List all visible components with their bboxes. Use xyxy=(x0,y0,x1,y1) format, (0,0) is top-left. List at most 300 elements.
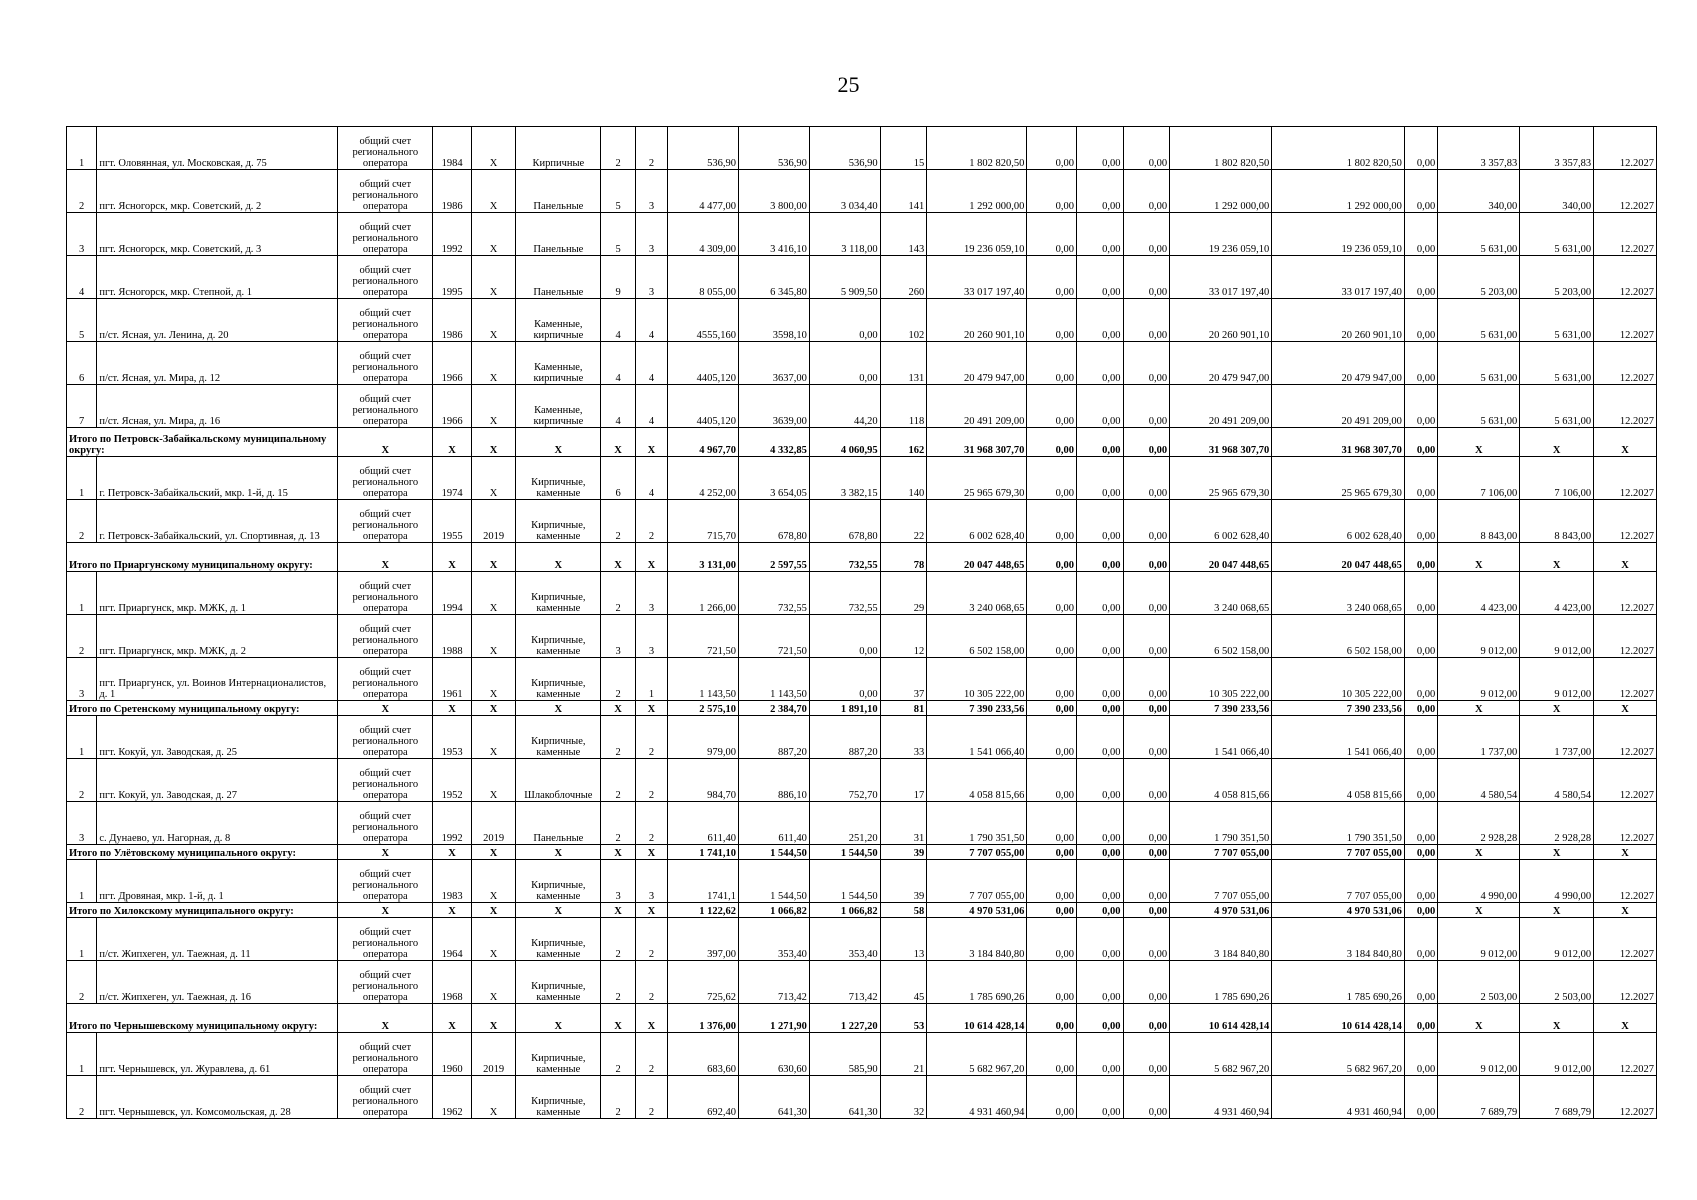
subtotal-cell: 0,00 xyxy=(1123,845,1170,860)
table-cell: Кирпичные, каменные xyxy=(516,572,601,615)
table-cell: 0,00 xyxy=(1404,716,1437,759)
table-row xyxy=(67,918,1657,961)
subtotal-cell: 1 227,20 xyxy=(809,1004,880,1033)
table-cell: 1995 xyxy=(433,256,471,299)
table-cell: 1 802 820,50 xyxy=(927,127,1027,170)
subtotal-cell: X xyxy=(516,845,601,860)
table-cell: 7 707 055,00 xyxy=(1170,860,1272,903)
table-cell: 2 928,28 xyxy=(1438,802,1520,845)
table-cell: Панельные xyxy=(516,213,601,256)
table-cell: 6 502 158,00 xyxy=(1170,615,1272,658)
table-cell: 1 292 000,00 xyxy=(927,170,1027,213)
table-cell: 2 xyxy=(601,1076,635,1119)
subtotal-cell: X xyxy=(1594,845,1657,860)
table-cell: 7 106,00 xyxy=(1438,457,1520,500)
subtotal-cell: X xyxy=(338,845,433,860)
table-cell: 721,50 xyxy=(738,615,809,658)
table-cell: Кирпичные, каменные xyxy=(516,658,601,701)
table-cell: 4555,160 xyxy=(668,299,739,342)
table-cell: 5 631,00 xyxy=(1520,213,1594,256)
table-cell: Кирпичные, каменные xyxy=(516,1076,601,1119)
table-cell: 7 106,00 xyxy=(1520,457,1594,500)
table-cell: 12.2027 xyxy=(1594,802,1657,845)
table-cell: 0,00 xyxy=(1027,802,1077,845)
table-cell: общий счет регионального оператора xyxy=(338,961,433,1004)
table-cell: 2019 xyxy=(471,500,516,543)
table-cell: 0,00 xyxy=(1076,802,1123,845)
subtotal-cell: X xyxy=(1438,543,1520,572)
table-cell: 0,00 xyxy=(1076,1076,1123,1119)
row-number: 3 xyxy=(67,802,97,845)
table-row xyxy=(67,1033,1657,1076)
table-cell: 4 058 815,66 xyxy=(1170,759,1272,802)
table-cell: 1741,1 xyxy=(668,860,739,903)
subtotal-cell: 78 xyxy=(880,543,927,572)
table-cell: 0,00 xyxy=(1076,213,1123,256)
table-cell: 20 260 901,10 xyxy=(1170,299,1272,342)
table-cell: 5 682 967,20 xyxy=(1272,1033,1405,1076)
table-cell: 12.2027 xyxy=(1594,918,1657,961)
table-cell: 2 xyxy=(601,802,635,845)
subtotal-cell: X xyxy=(471,1004,516,1033)
subtotal-label: Итого по Приаргунскому муниципальному округу: xyxy=(67,543,338,572)
subtotal-cell: X xyxy=(1520,543,1594,572)
subtotal-cell: 58 xyxy=(880,903,927,918)
subtotal-cell: X xyxy=(601,543,635,572)
table-cell: 713,42 xyxy=(738,961,809,1004)
table-cell: X xyxy=(471,716,516,759)
table-cell: 0,00 xyxy=(1027,170,1077,213)
subtotal-cell: 0,00 xyxy=(1404,543,1437,572)
table-cell: 4405,120 xyxy=(668,342,739,385)
table-cell: 2 xyxy=(635,1033,667,1076)
subtotal-label: Итого по Чернышевскому муниципальному округу: xyxy=(67,1004,338,1033)
table-cell: 0,00 xyxy=(1404,759,1437,802)
table-cell: Каменные, кирпичные xyxy=(516,342,601,385)
table-cell: 6 002 628,40 xyxy=(1272,500,1405,543)
table-cell: 0,00 xyxy=(1027,918,1077,961)
subtotal-cell: 7 707 055,00 xyxy=(1170,845,1272,860)
table-row xyxy=(67,457,1657,500)
table-cell: 2 xyxy=(635,127,667,170)
table-cell: 29 xyxy=(880,572,927,615)
subtotal-label: Итого по Сретенскому муниципальному округу: xyxy=(67,701,338,716)
table-cell: 4 931 460,94 xyxy=(1170,1076,1272,1119)
table-cell: 0,00 xyxy=(1404,213,1437,256)
table-cell: 7 707 055,00 xyxy=(1272,860,1405,903)
address-cell: пгт. Кокуй, ул. Заводская, д. 27 xyxy=(97,759,338,802)
table-cell: 3 184 840,80 xyxy=(927,918,1027,961)
table-cell: 0,00 xyxy=(809,615,880,658)
subtotal-cell: 10 614 428,14 xyxy=(927,1004,1027,1033)
subtotal-cell: 1 122,62 xyxy=(668,903,739,918)
table-cell: 1962 xyxy=(433,1076,471,1119)
table-cell: 0,00 xyxy=(1123,385,1170,428)
table-cell: 45 xyxy=(880,961,927,1004)
table-cell: 12.2027 xyxy=(1594,860,1657,903)
subtotal-cell: 0,00 xyxy=(1123,428,1170,457)
subtotal-cell: X xyxy=(516,428,601,457)
address-cell: пгт. Ясногорск, мкр. Степной, д. 1 xyxy=(97,256,338,299)
table-cell: общий счет регионального оператора xyxy=(338,1033,433,1076)
table-cell: 3 034,40 xyxy=(809,170,880,213)
subtotal-cell: 0,00 xyxy=(1027,543,1077,572)
table-cell: 683,60 xyxy=(668,1033,739,1076)
subtotal-cell: X xyxy=(1438,428,1520,457)
table-row xyxy=(67,170,1657,213)
subtotal-cell: X xyxy=(471,543,516,572)
table-cell: 12.2027 xyxy=(1594,213,1657,256)
table-cell: Каменные, кирпичные xyxy=(516,299,601,342)
table-cell: 5 203,00 xyxy=(1520,256,1594,299)
table-cell: 887,20 xyxy=(809,716,880,759)
subtotal-cell: X xyxy=(433,1004,471,1033)
table-cell: 20 479 947,00 xyxy=(1272,342,1405,385)
table-cell: 4 477,00 xyxy=(668,170,739,213)
table-cell: 12.2027 xyxy=(1594,500,1657,543)
table-cell: 141 xyxy=(880,170,927,213)
table-cell: 641,30 xyxy=(809,1076,880,1119)
subtotal-cell: 10 614 428,14 xyxy=(1170,1004,1272,1033)
table-cell: 5 xyxy=(601,213,635,256)
table-cell: 3 xyxy=(635,615,667,658)
table-cell: 25 965 679,30 xyxy=(927,457,1027,500)
table-cell: 20 260 901,10 xyxy=(1272,299,1405,342)
table-cell: 4 xyxy=(635,385,667,428)
subtotal-row xyxy=(67,845,1657,860)
table-cell: общий счет регионального оператора xyxy=(338,802,433,845)
subtotal-cell: 732,55 xyxy=(809,543,880,572)
table-cell: общий счет регионального оператора xyxy=(338,572,433,615)
table-cell: 9 012,00 xyxy=(1438,658,1520,701)
table-cell: 715,70 xyxy=(668,500,739,543)
table-row xyxy=(67,716,1657,759)
table-cell: 12.2027 xyxy=(1594,615,1657,658)
table-cell: 4 xyxy=(635,457,667,500)
table-cell: 25 965 679,30 xyxy=(1170,457,1272,500)
table-cell: 0,00 xyxy=(1404,170,1437,213)
subtotal-cell: X xyxy=(471,903,516,918)
table-cell: 0,00 xyxy=(1076,658,1123,701)
table-cell: X xyxy=(471,299,516,342)
table-cell: 0,00 xyxy=(1123,500,1170,543)
table-cell: общий счет регионального оператора xyxy=(338,299,433,342)
table-cell: 3 xyxy=(635,572,667,615)
table-cell: 102 xyxy=(880,299,927,342)
subtotal-cell: X xyxy=(1594,428,1657,457)
table-cell: 0,00 xyxy=(1404,299,1437,342)
table-cell: общий счет регионального оператора xyxy=(338,256,433,299)
table-cell: 6 002 628,40 xyxy=(927,500,1027,543)
address-cell: пгт. Оловянная, ул. Московская, д. 75 xyxy=(97,127,338,170)
table-cell: 2 503,00 xyxy=(1438,961,1520,1004)
table-cell: 0,00 xyxy=(1076,716,1123,759)
table-cell: 0,00 xyxy=(1123,299,1170,342)
subtotal-cell: 0,00 xyxy=(1027,428,1077,457)
address-cell: п/ст. Ясная, ул. Ленина, д. 20 xyxy=(97,299,338,342)
table-cell: 10 305 222,00 xyxy=(1170,658,1272,701)
table-cell: 5 631,00 xyxy=(1438,385,1520,428)
table-cell: Кирпичные, каменные xyxy=(516,500,601,543)
table-cell: 3 800,00 xyxy=(738,170,809,213)
table-cell: X xyxy=(471,961,516,1004)
subtotal-cell: 1 741,10 xyxy=(668,845,739,860)
table-cell: 2 xyxy=(601,572,635,615)
table-cell: 1986 xyxy=(433,299,471,342)
table-cell: Каменные, кирпичные xyxy=(516,385,601,428)
address-cell: пгт. Приаргунск, ул. Воинов Интернационалистов, д. 1 xyxy=(97,658,338,701)
table-cell: 3 xyxy=(635,860,667,903)
table-cell: 33 017 197,40 xyxy=(927,256,1027,299)
table-cell: 0,00 xyxy=(1076,127,1123,170)
subtotal-cell: 1 066,82 xyxy=(738,903,809,918)
subtotal-cell: X xyxy=(1594,1004,1657,1033)
table-cell: Кирпичные, каменные xyxy=(516,457,601,500)
table-cell: 8 843,00 xyxy=(1438,500,1520,543)
table-cell: X xyxy=(471,127,516,170)
subtotal-cell: X xyxy=(1438,1004,1520,1033)
table-cell: 0,00 xyxy=(1027,500,1077,543)
table-cell: 5 631,00 xyxy=(1520,385,1594,428)
table-cell: 8 055,00 xyxy=(668,256,739,299)
address-cell: г. Петровск-Забайкальский, мкр. 1-й, д. 15 xyxy=(97,457,338,500)
table-cell: 0,00 xyxy=(1076,500,1123,543)
row-number: 3 xyxy=(67,213,97,256)
subtotal-cell: 2 597,55 xyxy=(738,543,809,572)
table-cell: 611,40 xyxy=(668,802,739,845)
table-cell: общий счет регионального оператора xyxy=(338,759,433,802)
table-cell: 2 xyxy=(635,918,667,961)
table-cell: 0,00 xyxy=(1404,385,1437,428)
table-cell: 12.2027 xyxy=(1594,299,1657,342)
table-cell: 2 xyxy=(601,500,635,543)
subtotal-cell: 7 390 233,56 xyxy=(1272,701,1405,716)
table-cell: 15 xyxy=(880,127,927,170)
table-cell: 3598,10 xyxy=(738,299,809,342)
table-cell: 12.2027 xyxy=(1594,572,1657,615)
subtotal-cell: X xyxy=(1594,543,1657,572)
table-cell: 340,00 xyxy=(1438,170,1520,213)
subtotal-cell: 0,00 xyxy=(1076,543,1123,572)
subtotal-cell: 3 131,00 xyxy=(668,543,739,572)
row-number: 2 xyxy=(67,961,97,1004)
table-cell: X xyxy=(471,860,516,903)
table-cell: Панельные xyxy=(516,170,601,213)
subtotal-cell: X xyxy=(601,903,635,918)
table-cell: 984,70 xyxy=(668,759,739,802)
table-cell: Панельные xyxy=(516,802,601,845)
subtotal-cell: 7 390 233,56 xyxy=(927,701,1027,716)
table-cell: 19 236 059,10 xyxy=(1170,213,1272,256)
table-cell: 2 503,00 xyxy=(1520,961,1594,1004)
table-cell: X xyxy=(471,615,516,658)
subtotal-cell: X xyxy=(1520,428,1594,457)
table-cell: 9 012,00 xyxy=(1520,1033,1594,1076)
table-cell: 2 xyxy=(635,1076,667,1119)
table-cell: 0,00 xyxy=(1404,500,1437,543)
table-cell: 2019 xyxy=(471,802,516,845)
table-cell: 0,00 xyxy=(1076,342,1123,385)
address-cell: п/ст. Жипхеген, ул. Таежная, д. 11 xyxy=(97,918,338,961)
subtotal-cell: X xyxy=(516,543,601,572)
table-cell: X xyxy=(471,572,516,615)
table-cell: 13 xyxy=(880,918,927,961)
table-cell: 0,00 xyxy=(1076,860,1123,903)
table-cell: 4 931 460,94 xyxy=(1272,1076,1405,1119)
table-cell: 732,55 xyxy=(809,572,880,615)
table-cell: 0,00 xyxy=(1123,658,1170,701)
table-cell: 0,00 xyxy=(1404,572,1437,615)
row-number: 2 xyxy=(67,1076,97,1119)
table-cell: 721,50 xyxy=(668,615,739,658)
table-cell: 3 357,83 xyxy=(1438,127,1520,170)
table-cell: 0,00 xyxy=(1076,961,1123,1004)
row-number: 1 xyxy=(67,860,97,903)
table-cell: 4 580,54 xyxy=(1438,759,1520,802)
row-number: 3 xyxy=(67,658,97,701)
table-cell: 20 491 209,00 xyxy=(927,385,1027,428)
table-cell: 3 xyxy=(635,213,667,256)
table-cell: 2 xyxy=(635,802,667,845)
table-cell: 20 260 901,10 xyxy=(927,299,1027,342)
table-cell: 4 423,00 xyxy=(1438,572,1520,615)
table-cell: 1952 xyxy=(433,759,471,802)
subtotal-cell: X xyxy=(516,701,601,716)
table-cell: 9 xyxy=(601,256,635,299)
subtotal-cell: 0,00 xyxy=(1404,701,1437,716)
table-cell: 2 xyxy=(601,961,635,1004)
table-cell: 0,00 xyxy=(1123,1033,1170,1076)
table-cell: 0,00 xyxy=(1123,961,1170,1004)
address-cell: с. Дунаево, ул. Нагорная, д. 8 xyxy=(97,802,338,845)
table-cell: 6 xyxy=(601,457,635,500)
table-cell: 3 416,10 xyxy=(738,213,809,256)
table-cell: 979,00 xyxy=(668,716,739,759)
table-cell: 1 143,50 xyxy=(668,658,739,701)
subtotal-cell: X xyxy=(338,543,433,572)
table-row xyxy=(67,759,1657,802)
table-cell: 0,00 xyxy=(1076,615,1123,658)
table-cell: 1 785 690,26 xyxy=(927,961,1027,1004)
address-cell: пгт. Дровяная, мкр. 1-й, д. 1 xyxy=(97,860,338,903)
table-cell: 12.2027 xyxy=(1594,1033,1657,1076)
table-cell: 31 xyxy=(880,802,927,845)
table-cell: 20 479 947,00 xyxy=(927,342,1027,385)
table-cell: 12.2027 xyxy=(1594,457,1657,500)
table-cell: 1983 xyxy=(433,860,471,903)
table-cell: 0,00 xyxy=(1123,759,1170,802)
table-cell: 3 240 068,65 xyxy=(927,572,1027,615)
table-row xyxy=(67,802,1657,845)
table-cell: 1966 xyxy=(433,385,471,428)
table-cell: 12.2027 xyxy=(1594,759,1657,802)
subtotal-cell: 0,00 xyxy=(1404,428,1437,457)
table-cell: 678,80 xyxy=(809,500,880,543)
table-cell: 1968 xyxy=(433,961,471,1004)
subtotal-cell: X xyxy=(338,428,433,457)
row-number: 2 xyxy=(67,170,97,213)
table-cell: 8 843,00 xyxy=(1520,500,1594,543)
table-cell: 2 xyxy=(601,716,635,759)
table-cell: 1994 xyxy=(433,572,471,615)
table-cell: 0,00 xyxy=(1123,615,1170,658)
table-cell: общий счет регионального оператора xyxy=(338,716,433,759)
table-cell: 0,00 xyxy=(1027,1033,1077,1076)
table-cell: 6 002 628,40 xyxy=(1170,500,1272,543)
subtotal-cell: 20 047 448,65 xyxy=(927,543,1027,572)
table-cell: 12.2027 xyxy=(1594,1076,1657,1119)
subtotal-cell: X xyxy=(433,701,471,716)
table-cell: общий счет регионального оператора xyxy=(338,658,433,701)
table-cell: 1 785 690,26 xyxy=(1170,961,1272,1004)
row-number: 2 xyxy=(67,615,97,658)
subtotal-cell: X xyxy=(635,845,667,860)
table-cell: 0,00 xyxy=(1027,716,1077,759)
subtotal-label: Итого по Улётовскому муниципального округу: xyxy=(67,845,338,860)
subtotal-cell: X xyxy=(433,543,471,572)
table-cell: Панельные xyxy=(516,256,601,299)
table-cell: X xyxy=(471,385,516,428)
table-cell: 2 xyxy=(635,961,667,1004)
row-number: 1 xyxy=(67,127,97,170)
address-cell: пгт. Ясногорск, мкр. Советский, д. 2 xyxy=(97,170,338,213)
table-cell: Кирпичные, каменные xyxy=(516,1033,601,1076)
table-cell: 692,40 xyxy=(668,1076,739,1119)
table-cell: X xyxy=(471,1076,516,1119)
table-cell: 12.2027 xyxy=(1594,127,1657,170)
table-cell: 4 580,54 xyxy=(1520,759,1594,802)
row-number: 1 xyxy=(67,457,97,500)
table-cell: 1 266,00 xyxy=(668,572,739,615)
table-row xyxy=(67,615,1657,658)
table-cell: 0,00 xyxy=(809,342,880,385)
subtotal-cell: 4 970 531,06 xyxy=(1170,903,1272,918)
subtotal-cell: X xyxy=(635,903,667,918)
table-cell: 0,00 xyxy=(1123,127,1170,170)
table-cell: Кирпичные xyxy=(516,127,601,170)
table-cell: 1984 xyxy=(433,127,471,170)
table-cell: 1955 xyxy=(433,500,471,543)
subtotal-cell: X xyxy=(1520,845,1594,860)
subtotal-cell: 0,00 xyxy=(1076,701,1123,716)
table-cell: 0,00 xyxy=(1027,658,1077,701)
subtotal-cell: X xyxy=(1520,701,1594,716)
table-cell: 143 xyxy=(880,213,927,256)
subtotal-cell: 4 967,70 xyxy=(668,428,739,457)
address-cell: пгт. Чернышевск, ул. Комсомольская, д. 28 xyxy=(97,1076,338,1119)
table-cell: 0,00 xyxy=(1123,213,1170,256)
table-cell: 2 xyxy=(601,759,635,802)
table-cell: 1 292 000,00 xyxy=(1272,170,1405,213)
table-cell: 6 345,80 xyxy=(738,256,809,299)
subtotal-cell: 1 066,82 xyxy=(809,903,880,918)
row-number: 5 xyxy=(67,299,97,342)
table-cell: 1 790 351,50 xyxy=(927,802,1027,845)
subtotal-cell: X xyxy=(1438,903,1520,918)
table-cell: 12 xyxy=(880,615,927,658)
subtotal-cell: X xyxy=(338,1004,433,1033)
subtotal-cell: X xyxy=(635,428,667,457)
table-cell: Кирпичные, каменные xyxy=(516,860,601,903)
subtotal-cell: 0,00 xyxy=(1404,903,1437,918)
table-row xyxy=(67,299,1657,342)
row-number: 2 xyxy=(67,500,97,543)
subtotal-cell: 0,00 xyxy=(1123,543,1170,572)
subtotal-cell: X xyxy=(516,1004,601,1033)
table-cell: 0,00 xyxy=(1027,860,1077,903)
table-cell: 0,00 xyxy=(1404,342,1437,385)
table-cell: 0,00 xyxy=(1404,615,1437,658)
